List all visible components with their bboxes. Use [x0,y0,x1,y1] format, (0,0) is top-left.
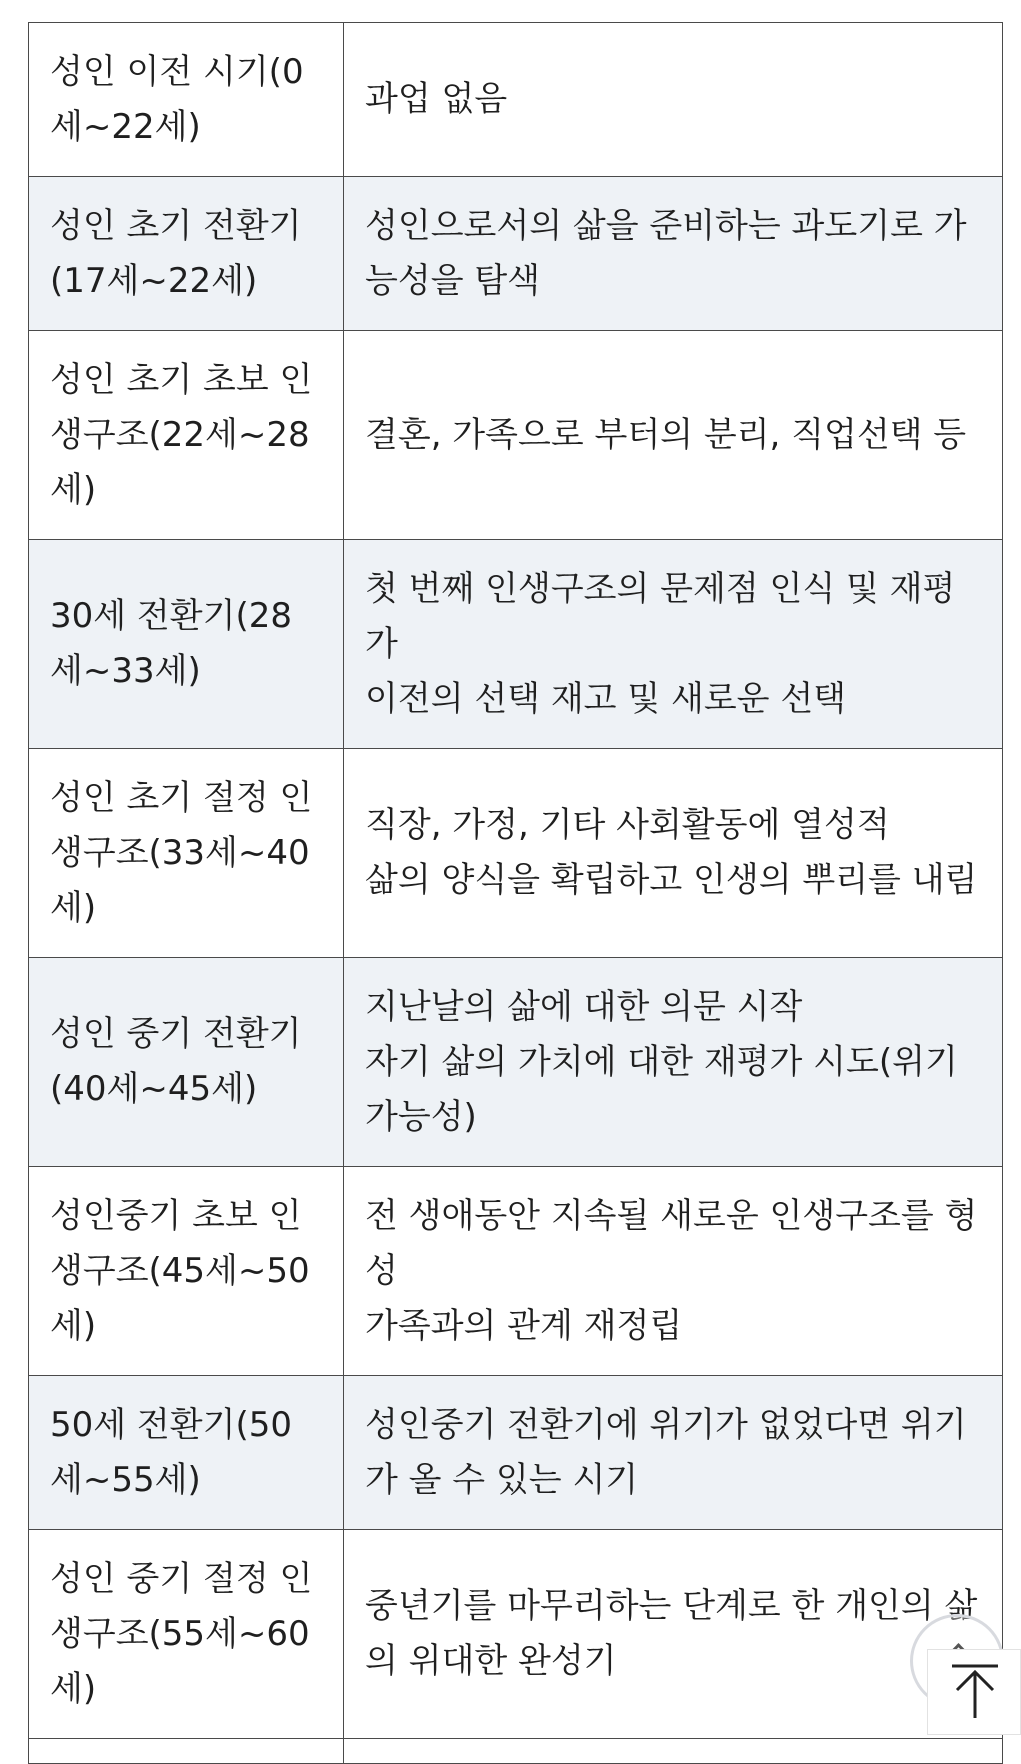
task-line: 직장, 가정, 기타 사회활동에 열성적 [365,805,890,845]
table-row [29,749,1003,958]
task-line: 첫 번째 인생구조의 문제점 인식 및 재평가 [365,568,956,664]
stage-cell: 30세 전환기(28세~33세) [29,540,344,749]
task-cell [344,540,1003,749]
table-row [29,177,1003,331]
scroll-to-top-button[interactable] [927,1649,1021,1735]
stage-cell [29,1739,344,1764]
stage-cell: 성인중기 초보 인생구조(45세~50세) [29,1167,344,1376]
task-cell [344,1739,1003,1764]
arrow-up-to-top-icon [948,1662,1002,1722]
stage-cell: 성인 초기 절정 인생구조(33세~40세) [29,749,344,958]
table-row [29,1530,1003,1739]
table-row [29,1376,1003,1530]
task-line: 전 생애동안 지속될 새로운 인생구조를 형성 [365,1195,978,1291]
task-line: 삶의 양식을 확립하고 인생의 뿌리를 내림 [365,860,978,900]
task-line: 자기 삶의 가치에 대한 재평가 시도(위기가능성) [365,1041,958,1137]
life-stage-table [28,22,1003,1764]
table-row [29,540,1003,749]
task-cell [344,23,1003,177]
task-line: 지난날의 삶에 대한 의문 시작 [365,986,803,1027]
table-row [29,1167,1003,1376]
task-line: 성인중기 전환기에 위기가 없었다면 위기가 올 수 있는 시기 [365,1404,967,1500]
stage-cell: 성인 이전 시기(0세~22세) [29,23,344,177]
table-row [29,958,1003,1167]
table-body [29,23,1003,1764]
stage-cell: 성인 중기 전환기(40세~45세) [29,958,344,1167]
task-line: 가족과의 관계 재정립 [365,1305,683,1346]
table-row [29,23,1003,177]
task-cell [344,1376,1003,1530]
stage-cell: 성인 초기 전환기(17세~22세) [29,177,344,331]
task-cell [344,1167,1003,1376]
table-row [29,331,1003,540]
stage-cell: 성인 초기 초보 인생구조(22세~28세) [29,331,344,540]
task-line: 과업 없음 [365,79,508,119]
task-cell [344,958,1003,1167]
task-line: 결혼, 가족으로 부터의 분리, 직업선택 등 [365,414,967,455]
task-cell [344,331,1003,540]
task-line: 성인으로서의 삶을 준비하는 과도기로 가능성을 탐색 [365,205,967,301]
task-cell [344,749,1003,958]
task-line: 중년기를 마무리하는 단계로 한 개인의 삶의 위대한 완성기 [365,1586,978,1681]
task-line: 이전의 선택 재고 및 새로운 선택 [365,678,847,719]
task-cell [344,1530,1003,1739]
task-cell [344,177,1003,331]
stage-cell: 성인 중기 절정 인생구조(55세~60세) [29,1530,344,1739]
stage-cell: 50세 전환기(50세~55세) [29,1376,344,1530]
table-row-partial [29,1739,1003,1764]
